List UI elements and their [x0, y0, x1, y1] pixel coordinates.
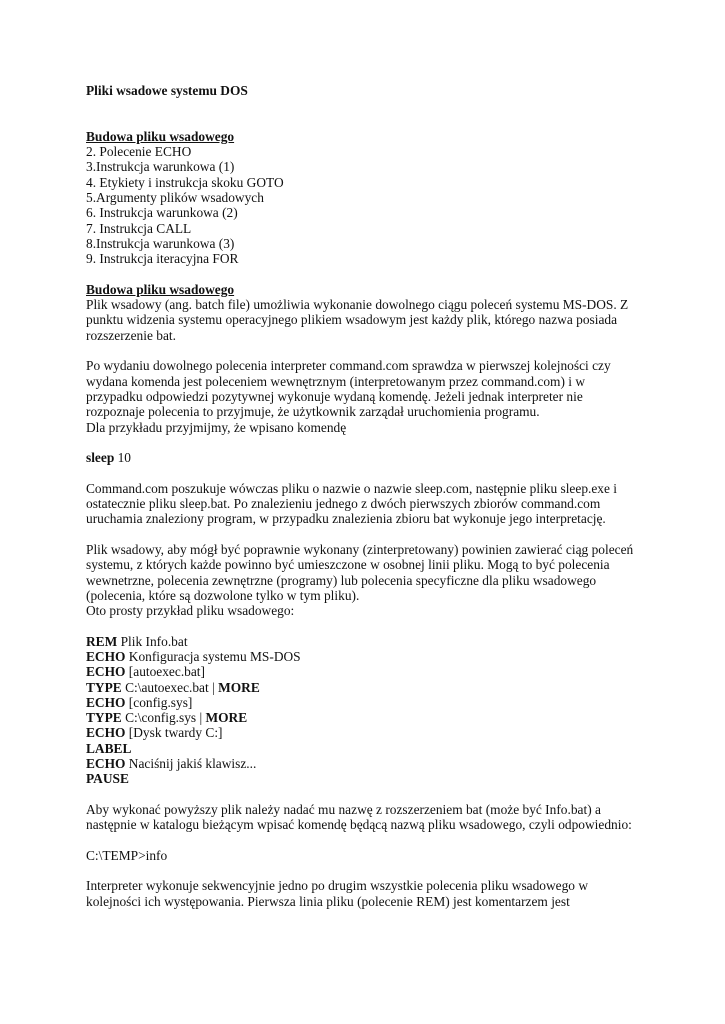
text-line: Dla przykładu przyjmijmy, że wpisano komendę	[86, 419, 347, 435]
example-command	[86, 450, 665, 465]
toc-item: 9. Instrukcja iteracyjna FOR	[86, 251, 239, 267]
code-text: [autoexec.bat]	[125, 664, 205, 680]
text-line: Interpreter wykonuje sekwencyjnie jedno po drugim wszystkie polecenia pliku wsadowego w	[86, 878, 589, 894]
code-keyword: PAUSE	[86, 771, 129, 787]
code-text: Naciśnij jakiś klawisz...	[125, 756, 257, 772]
toc-item: 3.Instrukcja warunkowa (1)	[86, 159, 235, 175]
code-text: C:\autoexec.bat |	[121, 679, 219, 695]
paragraph-execution	[86, 878, 665, 909]
text-line: rozszerzenie bat.	[86, 327, 176, 343]
code-text: [config.sys]	[125, 694, 193, 710]
command-argument: 10	[114, 450, 132, 466]
text-line: ostatecznie pliku sleep.bat. Po znalezieniu jednego z dwóch pierwszych zbiorów command.com	[86, 496, 601, 512]
code-keyword: ECHO	[86, 694, 126, 710]
text-line: Po wydaniu dowolnego polecenia interpreter command.com sprawdza w pierwszej kolejności czy	[86, 358, 611, 374]
text-line: Plik wsadowy, aby mógł być poprawnie wykonany (zinterpretowany) powinien zawierać ciąg poleceń	[86, 541, 634, 557]
text-line: rozpoznaje polecenia to przyjmuje, że użytkownik zarządał uruchomienia programu.	[86, 404, 540, 420]
code-keyword: MORE	[205, 710, 248, 726]
code-line	[86, 771, 665, 786]
command-prompt: C:\TEMP>info	[86, 847, 168, 863]
code-keyword: TYPE	[86, 710, 122, 726]
text-line: Command.com poszukuje wówczas pliku o nazwie o nazwie sleep.com, następnie pliku sleep.exe i	[86, 480, 618, 496]
code-keyword: ECHO	[86, 725, 126, 741]
text-line: wydana komenda jest poleceniem wewnętrznym (interpretowanym przez command.com) i w	[86, 373, 585, 389]
text-line: Aby wykonać powyższy plik należy nadać mu nazwę z rozszerzeniem bat (może być Info.bat) a	[86, 801, 601, 817]
toc-item: 4. Etykiety i instrukcja skoku GOTO	[86, 174, 284, 190]
code-line	[86, 649, 665, 664]
code-text: [Dysk twardy C:]	[125, 725, 223, 741]
text-line: wewnetrzne, polecenia zewnętrzne (programy) lub polecenia specyficzne dla pliku wsadowego	[86, 572, 597, 588]
paragraph-interpreter	[86, 358, 665, 434]
code-line	[86, 725, 665, 740]
toc-item: 8.Instrukcja warunkowa (3)	[86, 235, 235, 251]
text-line: przypadku odpowiedzi pozytywnej wykonuje wydaną komendę. Jeżeli jednak interpreter nie	[86, 388, 583, 404]
code-line	[86, 634, 665, 649]
toc-item: 7. Instrukcja CALL	[86, 220, 192, 236]
text-line: Plik wsadowy (ang. batch file) umożliwia wykonanie dowolnego ciągu poleceń systemu MS-DOS. Z	[86, 297, 629, 313]
text-line: (polecenia, które są dozwolone tylko w tym pliku).	[86, 587, 360, 603]
section-heading: Budowa pliku wsadowego	[86, 281, 235, 297]
code-keyword: REM	[86, 633, 118, 649]
toc-item: 5.Argumenty plików wsadowych	[86, 190, 264, 206]
code-line	[86, 710, 665, 725]
paragraph-search-order	[86, 481, 665, 527]
code-line	[86, 664, 665, 679]
toc-item: 2. Polecenie ECHO	[86, 144, 192, 160]
code-line	[86, 741, 665, 756]
code-keyword: MORE	[218, 679, 260, 695]
code-line	[86, 695, 665, 710]
code-keyword: ECHO	[86, 648, 126, 664]
toc-list	[86, 144, 665, 266]
code-line	[86, 680, 665, 695]
code-text: Plik Info.bat	[117, 633, 188, 649]
text-line: Oto prosty przykład pliku wsadowego:	[86, 603, 295, 619]
text-line: następnie w katalogu bieżącym wpisać komendę będącą nazwą pliku wsadowego, czyli odpowiednio:	[86, 817, 632, 833]
document-title: Pliki wsadowe systemu DOS	[86, 83, 248, 98]
text-line: punktu widzenia systemu operacyjnego plikiem wsadowym jest każdy plik, którego nazwa posiada	[86, 312, 618, 328]
code-text: C:\config.sys |	[121, 710, 206, 726]
code-listing	[86, 634, 665, 787]
code-keyword: ECHO	[86, 664, 126, 680]
code-keyword: TYPE	[86, 679, 122, 695]
paragraph-intro	[86, 297, 665, 343]
paragraph-batch-contents	[86, 542, 665, 618]
text-line: uruchamia znaleziony program, w przypadku znalezienia zbioru bat wykonuje jego interpretację.	[86, 511, 606, 527]
code-line	[86, 756, 665, 771]
code-keyword: ECHO	[86, 756, 126, 772]
text-line: kolejności ich występowania. Pierwsza linia pliku (polecenie REM) jest komentarzem jest	[86, 893, 570, 909]
command-keyword: sleep	[86, 450, 115, 466]
text-line: systemu, z których każde powinno być umieszczone w osobnej linii pliku. Mogą to być polecenia	[86, 557, 610, 573]
toc-heading: Budowa pliku wsadowego	[86, 128, 235, 144]
code-keyword: LABEL	[86, 740, 132, 756]
code-text: Konfiguracja systemu MS-DOS	[125, 648, 301, 664]
toc-item: 6. Instrukcja warunkowa (2)	[86, 205, 238, 221]
paragraph-run-instructions	[86, 802, 665, 833]
